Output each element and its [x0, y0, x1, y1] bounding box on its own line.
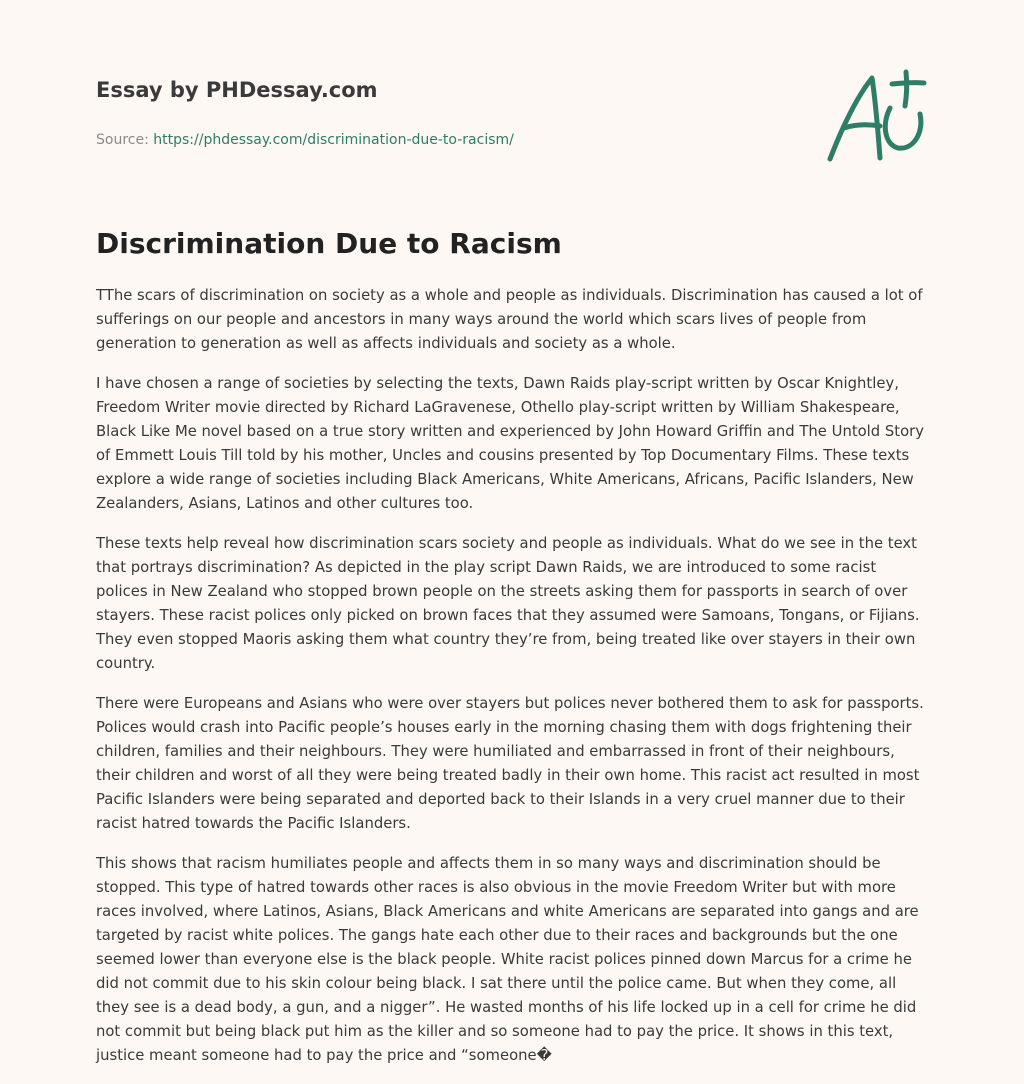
page-header	[96, 76, 796, 150]
essay-paragraph-2: I have chosen a range of societies by selecting the texts, Dawn Raids play-script written by Oscar Knightley, Freedom Writer movie directed by Richard LaGravenese, Othello play-script written by William Shakespeare, Black Like Me novel based on a true story written and experienced by John Howard Griffin and The Untold Story of Emmett Louis Till told by his mother, Uncles and cousins presented by Top Documentary Films. These texts explore a wide range of societies including Black Americans, White Americans, Africans, Pacific Islanders, New Zealanders, Asians, Latinos and other cultures too.	[96, 375, 924, 512]
essay-paragraph-3: These texts help reveal how discrimination scars society and people as individuals. What do we see in the text that portrays discrimination? As depicted in the play script Dawn Raids, we are introduced to some racist polices in New Zealand who stopped brown people on the streets asking them for passports in search of over stayers. These racist polices only picked on brown faces that they assumed were Samoans, Tongans, or Fijians. They even stopped Maoris asking them what country they’re from, being treated like over stayers in their own country.	[96, 535, 920, 672]
source-link[interactable]: https://phdessay.com/discrimination-due-to-racism/	[153, 132, 514, 148]
essay-body	[96, 284, 932, 1084]
a-plus-grade-logo	[820, 66, 932, 166]
site-title: Essay by PHDessay.com	[96, 78, 378, 102]
essay-paragraph-1: TThe scars of discrimination on society as a whole and people as individuals. Discrimination has caused a lot of sufferings on our people and ancestors in many ways around the world which scars lives of people from generation to generation as well as affects individuals and society as a whole.	[96, 287, 923, 352]
essay-paragraph-5: This shows that racism humiliates people and affects them in so many ways and discrimination should be stopped. This type of hatred towards other races is also obvious in the movie Freedom Writer but with more races involved, where Latinos, Asians, Black Americans and white Americans are separated into gangs and are targeted by racist white polices. The gangs hate each other due to their races and backgrounds but the one seemed lower than everyone else is the black people. White racist polices pinned down Marcus for a crime he did not commit due to his skin colour being black. I sat there until the police came. But when they come, all they see is a dead body, a gun, and a nigger”. He wasted months of his life locked up in a cell for crime he did not commit but being black put him as the killer and so someone had to pay the price. It shows in this text, justice meant someone had to pay the price and “someone�	[96, 855, 919, 1064]
source-line	[96, 130, 796, 150]
source-label: Source:	[96, 132, 149, 148]
essay-title: Discrimination Due to Racism	[96, 227, 562, 260]
essay-paragraph-4: There were Europeans and Asians who were over stayers but polices never bothered them to ask for passports. Polices would crash into Pacific people’s houses early in the morning chasing them with dogs frightening their children, families and their neighbours. They were humiliated and embarrassed in front of their neighbours, their children and worst of all they were being treated badly in their own home. This racist act resulted in most Pacific Islanders were being separated and deported back to their Islands in a very cruel manner due to their racist hatred towards the Pacific Islanders.	[96, 695, 924, 832]
a-plus-logo-icon	[820, 66, 932, 166]
